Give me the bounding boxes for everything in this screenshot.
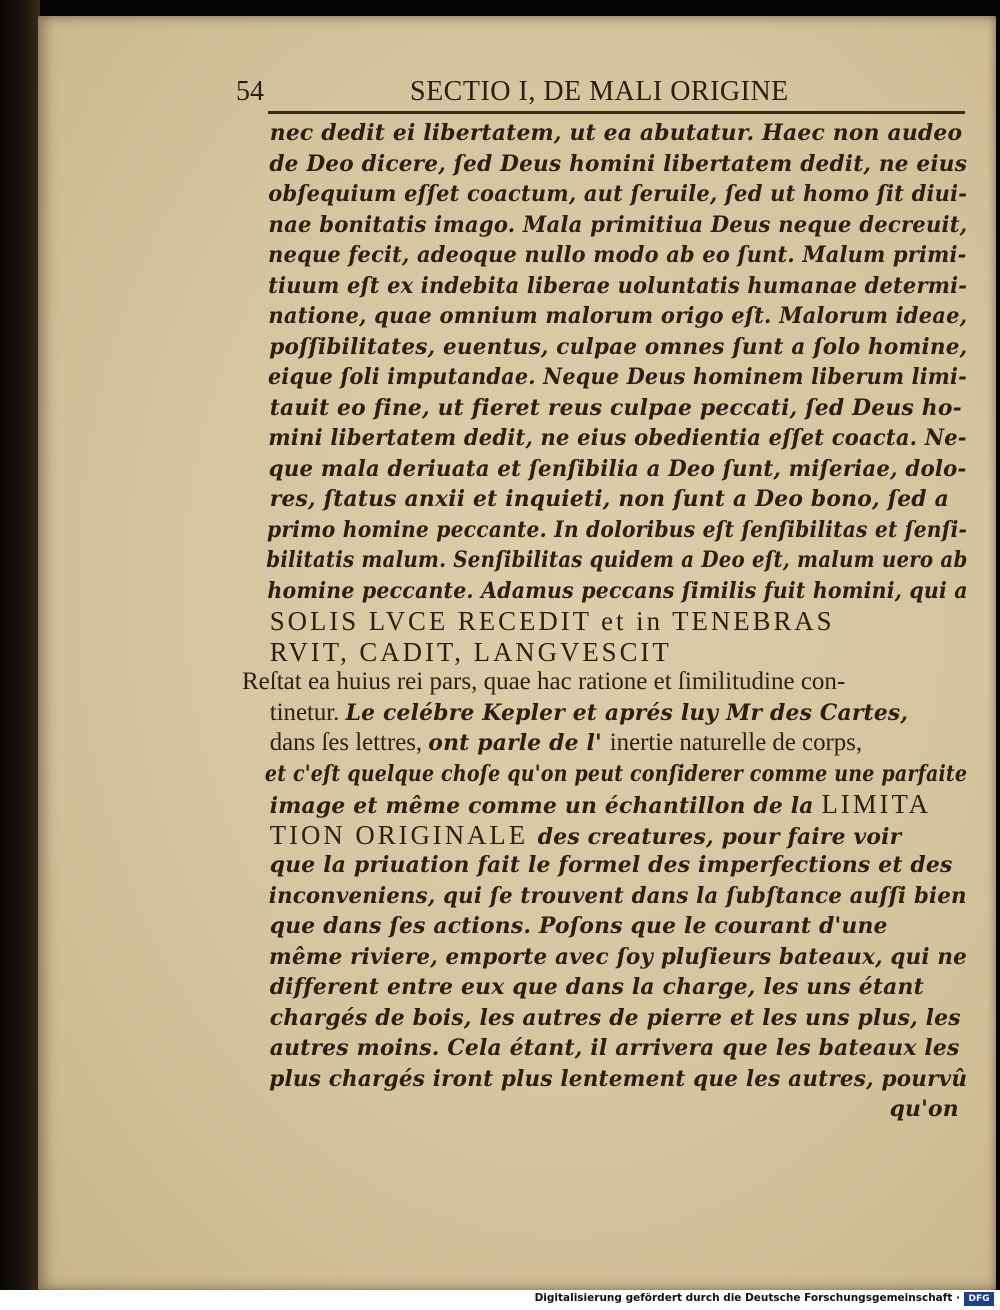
page-number: 54 <box>236 76 264 107</box>
text-span: dans ſes lettres, <box>269 729 429 756</box>
text-line <box>232 698 967 729</box>
text-line: SOLIS LVCE RECEDIT et in TENEBRAS <box>269 606 835 636</box>
running-head: SECTIO I, DE MALI ORIGINE <box>410 76 789 107</box>
book-spine <box>0 0 40 1290</box>
text-line: mini libertatem dedit, ne eius obedientia eſſet coacta. Ne- <box>268 425 967 451</box>
text-line: nec dedit ei libertatem, ut ea abutatur. Haec non audeo <box>269 120 963 146</box>
text-line: poſſibilitates, euentus, culpae omnes ſunt a ſolo homine, <box>269 333 968 360</box>
text-line: tiuum eſt ex indebita liberae uoluntatis humanae determi- <box>268 272 968 299</box>
text-line: et c'eſt quelque choſe qu'on peut conſiderer comme une parfaite <box>264 760 968 787</box>
text-line: res, ſtatus anxii et inquieti, non ſunt a Deo bono, ſed a <box>269 486 949 512</box>
catchword: qu'on <box>889 1096 959 1122</box>
text-line: neque fecit, adeoque nullo modo ab eo ſunt. Malum primi- <box>268 242 967 268</box>
text-line: autres moins. Cela étant, il arrivera que les bateaux les <box>269 1035 960 1061</box>
text-span: tinetur. <box>269 698 346 726</box>
text-line: natione, quae omnium malorum origo eſt. Malorum ideae, <box>268 303 968 329</box>
text-line <box>232 789 967 820</box>
text-span: image et même comme un échantillon de la <box>269 793 822 819</box>
text-line: plus chargés iront plus lentement que les autres, pourvû <box>269 1065 968 1092</box>
dfg-logo: DFG <box>964 1292 994 1306</box>
text-line <box>232 728 967 759</box>
text-line: que mala deriuata et ſenſibilia a Deo ſunt, miſeriae, dolo- <box>268 455 967 482</box>
text-span: inertie naturelle de corps, <box>609 729 863 756</box>
footer-credit: Digitalisierung gefördert durch die Deutsche Forschungsgemeinschaft · <box>534 1292 960 1304</box>
text-line: chargés de bois, les autres de pierre et les uns plus, les <box>269 1004 961 1031</box>
text-line: different entre eux que dans la charge, les uns étant <box>269 974 924 1000</box>
text-line: homine peccante. Adamus peccans ſimilis fuit homini, qui a <box>267 577 968 604</box>
text-line: obſequium eſſet coactum, aut ſeruile, ſed ut homo ſit diui- <box>268 181 968 207</box>
text-span: TION ORIGINALE <box>269 819 538 850</box>
body-text <box>232 118 972 1125</box>
text-line: bilitatis malum. Senſibilitas quidem a Deo eſt, malum uero ab <box>266 547 968 573</box>
text-line: que la priuation fait le formel des imperfections et des <box>269 852 953 878</box>
text-span: LIMITA <box>821 789 931 819</box>
text-line: eique ſoli imputandae. Neque Deus hominem liberum limi- <box>267 364 967 390</box>
text-span: des creatures, pour faire voir <box>537 823 902 850</box>
text-line: de Deo dicere, ſed Deus homini libertatem dedit, ne eius <box>269 150 968 177</box>
text-line: inconveniens, qui ſe trouvent dans la ſubſtance auſſi bien <box>268 882 967 909</box>
text-line <box>232 820 967 851</box>
text-line: Reſtat ea huius rei pars, quae hac ratione et ſimilitudine con- <box>242 668 846 695</box>
text-span: ont parle de l' <box>428 730 610 756</box>
text-line: nae bonitatis imago. Mala primitiua Deus neque decreuit, <box>268 211 968 238</box>
text-span: Le celébre Kepler et aprés luy Mr des Cartes, <box>345 699 909 726</box>
text-line: primo homine peccante. In doloribus eſt ſenſibilitas et ſenſi- <box>267 516 968 543</box>
text-line: que dans ſes actions. Poſons que le courant d'une <box>269 913 888 939</box>
text-line: RVIT, CADIT, LANGVESCIT <box>269 636 672 667</box>
text-line: même riviere, emporte avec ſoy pluſieurs bateaux, qui ne <box>269 943 968 970</box>
text-line: tauit eo fine, ut fieret reus culpae peccati, ſed Deus ho- <box>269 394 962 421</box>
header-rule <box>268 111 965 114</box>
